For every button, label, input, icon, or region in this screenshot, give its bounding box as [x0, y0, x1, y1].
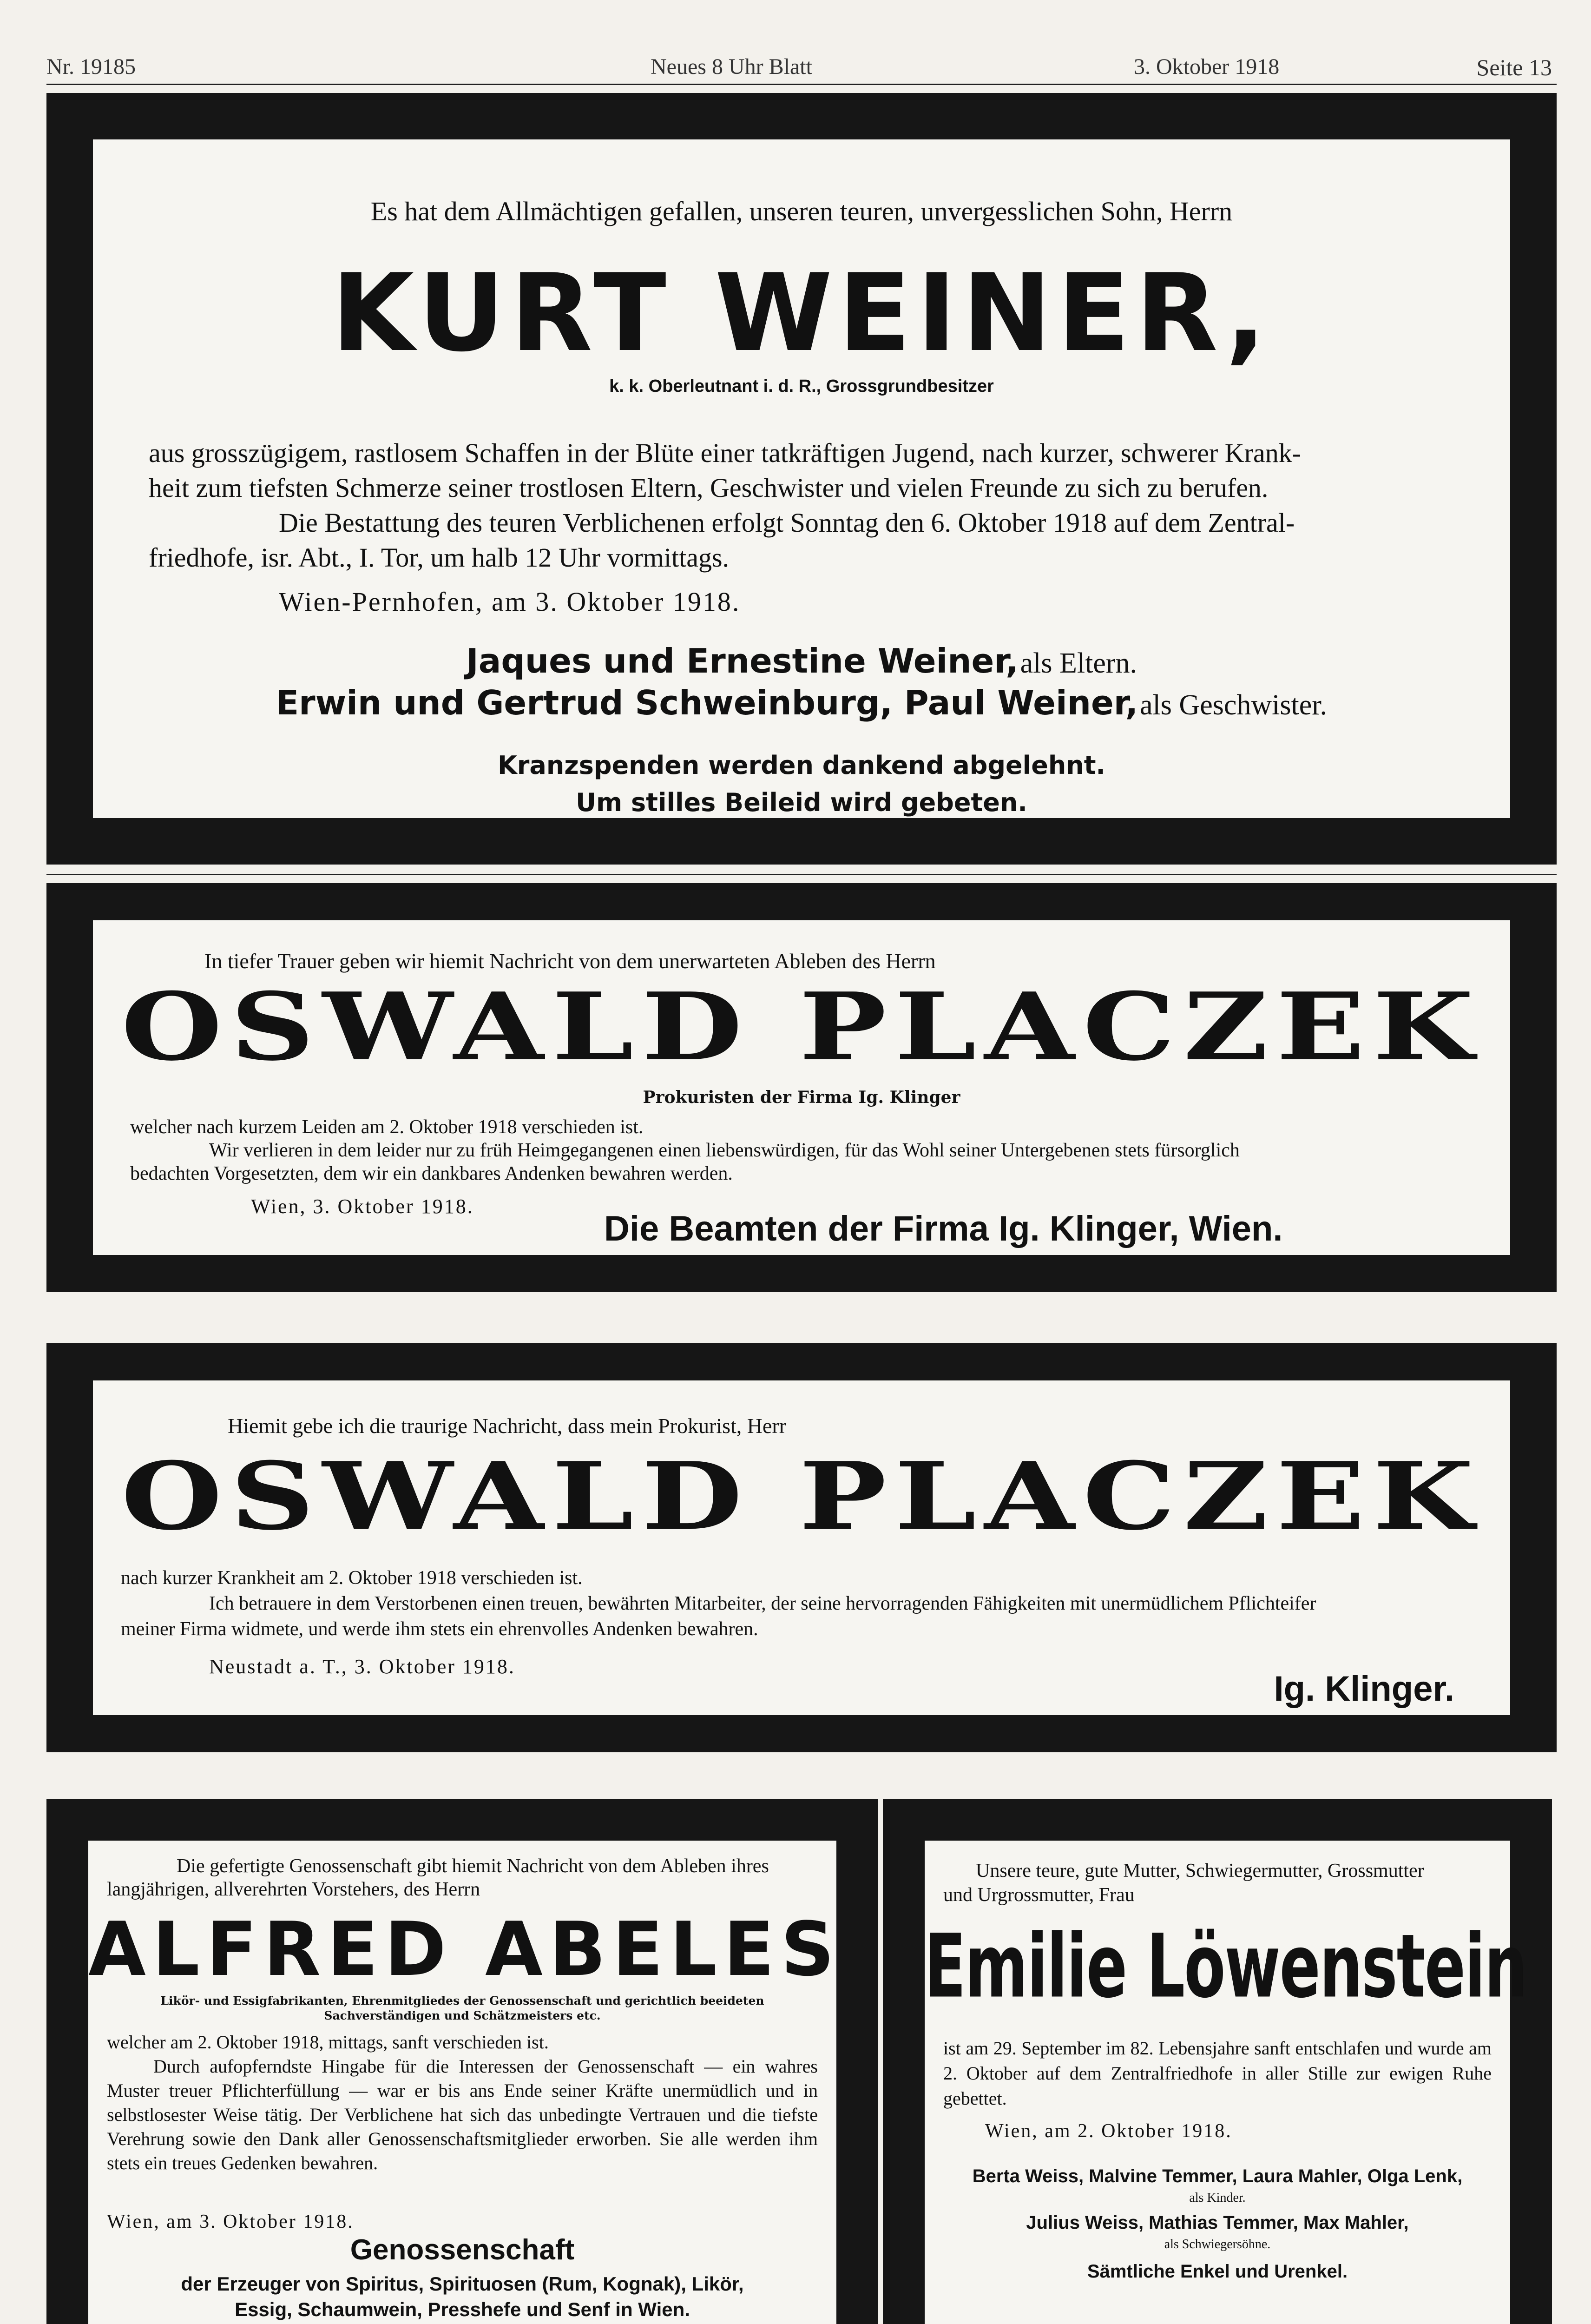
notice-place-date: Wien, am 2. Oktober 1918.: [985, 2120, 1232, 2142]
deceased-title: Sachverständigen und Schätzmeisters etc.: [324, 2009, 601, 2022]
issue-date: 3. Oktober 1918: [1134, 54, 1280, 79]
deceased-name: OSWALD PLACZEK: [121, 972, 1482, 1082]
notice-text-line: bedachten Vorgesetzten, dem wir ein dankbares Andenken bewahren werden.: [130, 1163, 733, 1184]
page-header: [46, 3, 1552, 80]
notice-intro: und Urgrossmutter, Frau: [943, 1884, 1135, 1906]
notice-text-line: Ich betrauere in dem Verstorbenen einen treuen, bewährten Mitarbeiter, der seine hervorragenden Fähigkeiten mit unermüdlichem Pflichteifer: [209, 1593, 1316, 1614]
notice-paragraph: ist am 29. September im 82. Lebensjahre sanft entschlafen und wurde am 2. Oktober auf dem Zentralfriedhofe in aller Stille zur ewigen Ruhe gebettet.: [943, 2038, 1492, 2109]
note-condolences: Um stilles Beileid wird gebeten.: [576, 788, 1027, 817]
family-children-role: als Kinder.: [1189, 2191, 1246, 2205]
notice-place-date: Wien, 3. Oktober 1918.: [251, 1195, 474, 1218]
header-rule: [46, 84, 1557, 85]
signature-parents: Jaques und Ernestine Weiner, als Eltern.: [466, 641, 1137, 680]
notice-kurt-weiner: [46, 93, 1557, 865]
deceased-title: k. k. Oberleutnant i. d. R., Grossgrundbesitzer: [609, 376, 994, 396]
issue-number: Nr. 19185: [46, 54, 136, 79]
notice-intro: Es hat dem Allmächtigen gefallen, unseren teuren, unvergesslichen Sohn, Herrn: [370, 196, 1233, 226]
notice-intro: langjährigen, allverehrten Vorstehers, des Herrn: [107, 1879, 480, 1900]
notice-text-line: nach kurzer Krankheit am 2. Oktober 1918 verschieden ist.: [121, 1567, 583, 1589]
family-children: Berta Weiss, Malvine Temmer, Laura Mahler, Olga Lenk,: [972, 2166, 1463, 2186]
notice-text-line: Die Bestattung des teuren Verblichenen erfolgt Sonntag den 6. Oktober 1918 auf dem Zentral-: [279, 508, 1295, 538]
notice-place-date: Wien, am 3. Oktober 1918.: [107, 2211, 354, 2232]
notice-oswald-placzek-employer: [46, 1343, 1557, 1752]
notice-intro: In tiefer Trauer geben wir hiemit Nachricht von dem unerwarteten Ableben des Herrn: [204, 949, 936, 973]
family-grandchildren: Sämtliche Enkel und Urenkel.: [1087, 2261, 1348, 2282]
notice-intro: Hiemit gebe ich die traurige Nachricht, dass mein Prokurist, Herr: [228, 1414, 787, 1438]
family-sons-in-law-role: als Schwiegersöhne.: [1164, 2237, 1271, 2251]
signature-siblings: Erwin und Gertrud Schweinburg, Paul Weiner, als Geschwister.: [276, 683, 1327, 722]
page-number: Seite 13: [1476, 54, 1552, 80]
notice-text-line: meiner Firma widmete, und werde ihm stets ein ehrenvolles Andenken bewahren.: [121, 1618, 758, 1640]
notice-paragraph: Durch aufopferndste Hingabe für die Interessen der Genossenschaft — ein wahres Muster treuer Pflichterfüllung — war er bis ans Ende seiner Kräfte unermüdlich und in selbstlosester Weise tätig. Der Verblichene hat sich das unbedingte Vertrauen und die tiefste Verehrung sowie den Dank aller Genossenschaftsmitglieder erworben. Sie alle werden ihm stets ein treues Gedenken bewahren.: [107, 2056, 818, 2173]
notice-text-line: heit zum tiefsten Schmerze seiner trostlosen Eltern, Geschwister und vielen Freunde zu sich zu berufen.: [149, 473, 1269, 503]
notice-text-line: welcher nach kurzem Leiden am 2. Oktober 1918 verschieden ist.: [130, 1116, 644, 1138]
signature-line: Essig, Schaumwein, Presshefe und Senf in Wien.: [235, 2298, 690, 2320]
deceased-title: Prokuristen der Firma Ig. Klinger: [643, 1088, 960, 1107]
notice-oswald-placzek-staff: [46, 883, 1557, 1292]
notice-signature: Ig. Klinger.: [1274, 1669, 1454, 1709]
notice-text-line: Wir verlieren in dem leider nur zu früh Heimgegangenen einen liebenswürdigen, für das Wohl seiner Untergebenen stets fürsorglich: [209, 1140, 1240, 1161]
note-wreaths: Kranzspenden werden dankend abgelehnt.: [497, 751, 1106, 780]
deceased-name: Emilie Löwenstein: [925, 1915, 1527, 2018]
signature-head: Genossenschaft: [350, 2234, 575, 2266]
notice-intro: Unsere teure, gute Mutter, Schwiegermutter, Grossmutter: [976, 1860, 1424, 1882]
notice-place-date: Neustadt a. T., 3. Oktober 1918.: [209, 1655, 515, 1678]
notice-text-line: friedhofe, isr. Abt., I. Tor, um halb 12 Uhr vormittags.: [149, 542, 730, 573]
deceased-title: Likör- und Essigfabrikanten, Ehrenmitgliedes der Genossenschaft und gerichtlich beeideten: [160, 1994, 764, 2007]
deceased-name: KURT WEINER,: [331, 251, 1272, 376]
family-sons-in-law: Julius Weiss, Mathias Temmer, Max Mahler,: [1026, 2212, 1409, 2233]
notice-emilie-loewenstein: [883, 1799, 1552, 2324]
separator-rule: [46, 874, 1557, 875]
notice-text-line: aus grosszügigem, rastlosem Schaffen in der Blüte einer tatkräftigen Jugend, nach kurzer, schwerer Krank-: [149, 438, 1302, 468]
deceased-name: OSWALD PLACZEK: [121, 1442, 1482, 1551]
paper-name: Neues 8 Uhr Blatt: [651, 54, 812, 79]
deceased-name: ALFRED ABELES: [88, 1906, 841, 1993]
notice-signature: Die Beamten der Firma Ig. Klinger, Wien.: [604, 1209, 1283, 1248]
notice-place-date: Wien-Pernhofen, am 3. Oktober 1918.: [279, 587, 741, 617]
notice-alfred-abeles: [46, 1799, 878, 2324]
notice-intro: Die gefertigte Genossenschaft gibt hiemit Nachricht von dem Ableben ihres: [177, 1855, 769, 1877]
signature-line: der Erzeuger von Spiritus, Spirituosen (Rum, Kognak), Likör,: [181, 2273, 744, 2295]
notice-text-line: welcher am 2. Oktober 1918, mittags, sanft verschieden ist.: [107, 2032, 549, 2053]
